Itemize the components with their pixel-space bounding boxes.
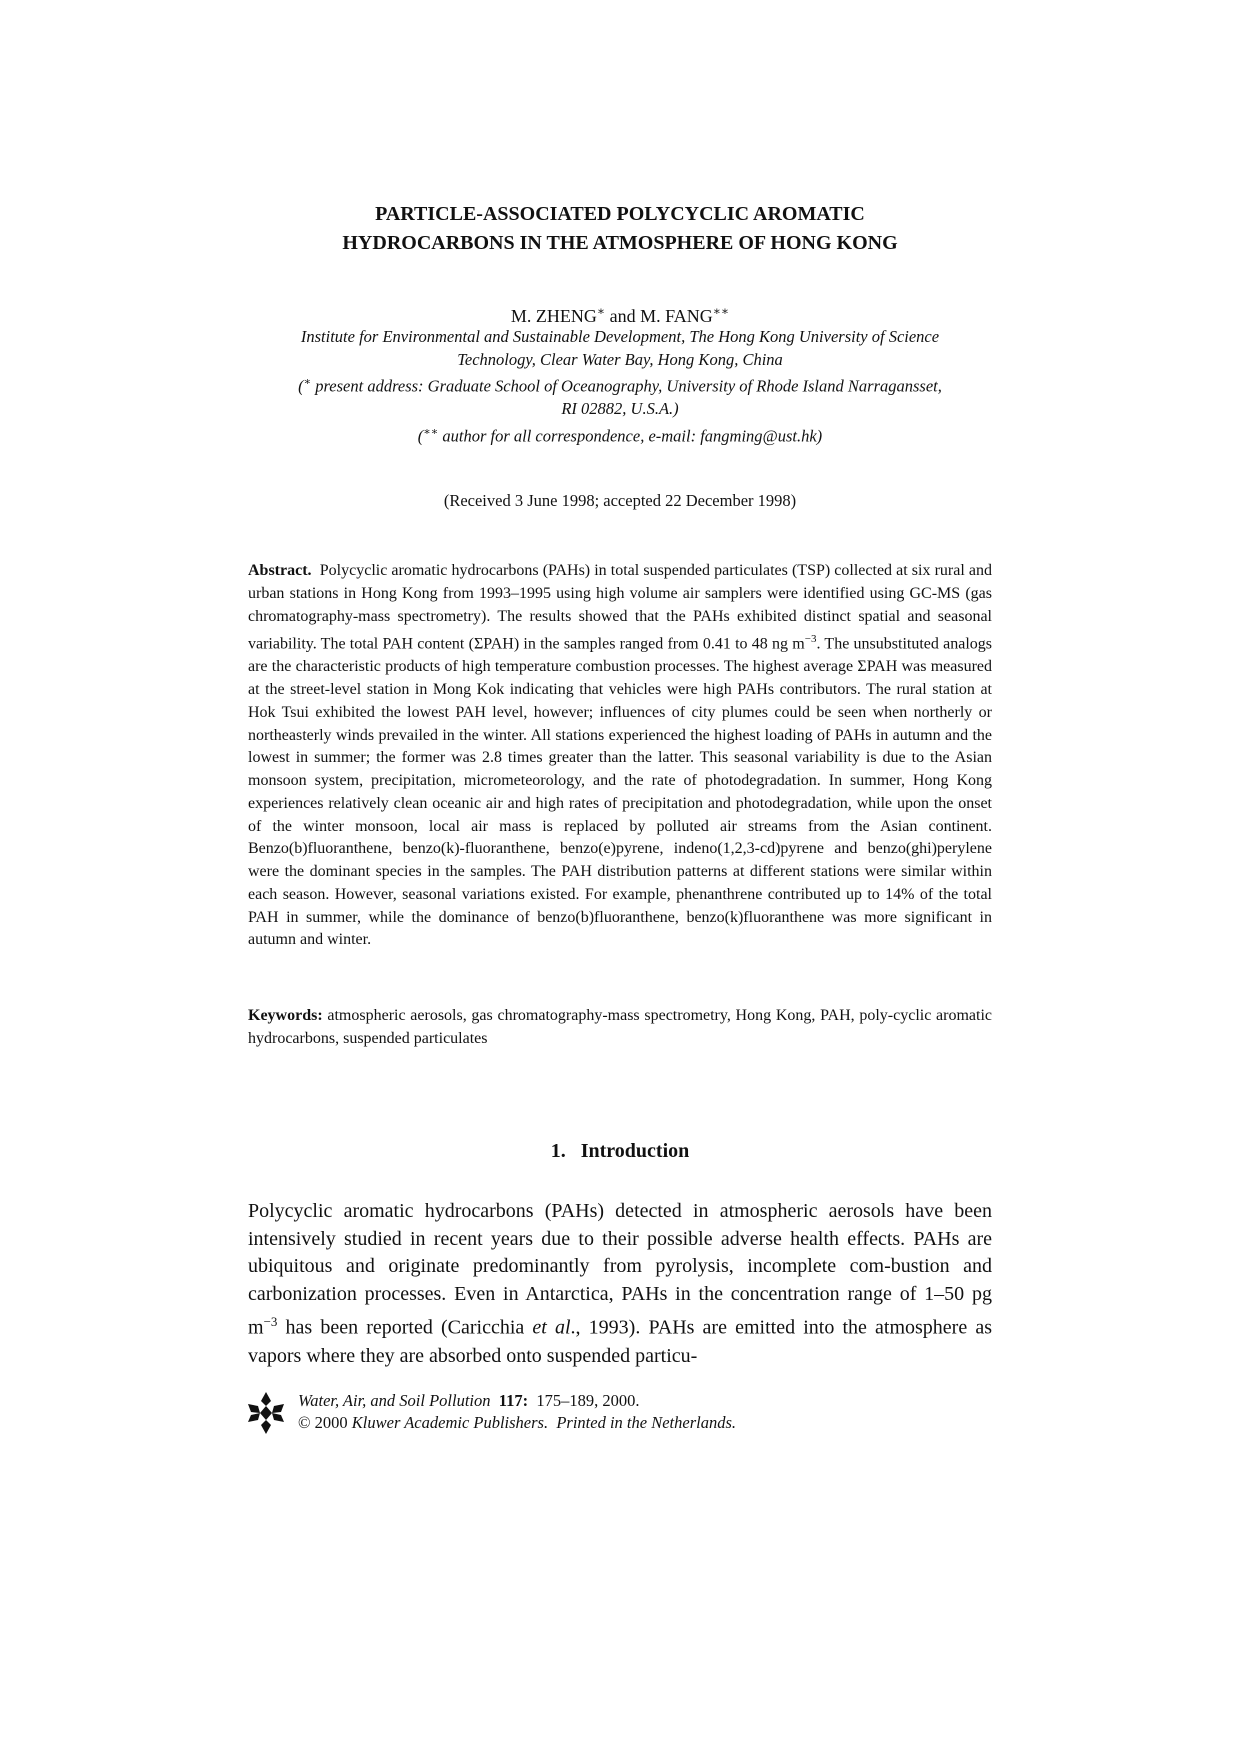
keywords-text: atmospheric aerosols, gas chromatography-mass spectrometry, Hong Kong, PAH, poly-cyclic aromatic hydrocarbons, suspended particulates <box>248 1007 993 1047</box>
section-number: 1. <box>550 1140 566 1162</box>
author-2-mark: ∗∗ <box>712 304 730 318</box>
abstract-text-2: . The unsubstituted analogs are the characteristic products of high temperature combustion processes. The highest average ΣPAH was measured at the street-level station in Mong Kok indicating that vehicles were high PAHs contributors. The rural station at Hok Tsui exhibited the lowest PAH level, however; influences of city plumes could be seen when northerly or northeasterly winds prevailed in the winter. All stations experienced the highest loading of PAHs in autumn and the lowest in summer; the former was 2.8 times greater than the latter. This seasonal variability is due to the Asian monsoon system, precipitation, micrometeorology, and the rate of photodegradation. In summer, Hong Kong experiences relatively clean oceanic air and high rates of precipitation and photodegradation, while upon the onset of the winter monsoon, local air mass is replaced by polluted air streams from the Asian continent. Benzo(b)fluoranthene, benzo(k)-fluoranthene, benzo(e)pyrene, indeno(1,2,3-cd)pyrene and benzo(ghi)perylene were the dominant species in the samples. The PAH distribution patterns at different stations were similar within each season. However, seasonal variations existed. For example, phenanthrene contributed up to 14% of the total PAH in summer, while the dominance of benzo(b)fluoranthene, benzo(k)fluoranthene was more significant in autumn and winter. <box>248 635 993 949</box>
author-1-mark: ∗ <box>596 304 606 318</box>
citation-et-al: et al <box>532 1317 571 1340</box>
affiliation <box>248 326 992 448</box>
author-list <box>248 300 992 327</box>
citation-line <box>298 1390 736 1412</box>
affiliation-line-1: Institute for Environmental and Sustainable Development, The Hong Kong University of Science <box>300 327 940 346</box>
present-address-line-1: (∗ present address: Graduate School of Oceanography, University of Rhode Island Narragansset, <box>298 376 942 396</box>
correspondence-line: (∗∗ author for all correspondence, e-mail: fangming@ust.hk) <box>417 425 823 445</box>
title-line-2: HYDROCARBONS IN THE ATMOSPHERE OF HONG KONG <box>342 232 898 254</box>
copyright: © 2000 <box>298 1413 348 1432</box>
author-conjunction: and <box>605 306 641 326</box>
footer-text <box>298 1390 736 1434</box>
publisher-logo-icon <box>248 1392 284 1434</box>
intro-superscript: −3 <box>263 1314 278 1330</box>
affiliation-line-2: Technology, Clear Water Bay, Hong Kong, China <box>457 349 783 369</box>
abstract-superscript: −3 <box>804 633 817 646</box>
author-1: M. ZHENG <box>510 306 597 326</box>
abstract-label: Abstract. <box>248 562 312 579</box>
author-2: M. FANG <box>640 306 713 326</box>
section-title: Introduction <box>580 1140 690 1162</box>
journal-name: Water, Air, and Soil Pollution <box>298 1391 491 1410</box>
keywords <box>248 1005 992 1051</box>
section-heading <box>248 1138 992 1164</box>
title-line-1: PARTICLE-ASSOCIATED POLYCYCLIC AROMATIC <box>375 203 865 225</box>
volume: 117: <box>498 1391 529 1410</box>
pages: 175–189, 2000. <box>536 1391 640 1410</box>
present-address-line-2: RI 02882, U.S.A.) <box>561 399 679 418</box>
abstract <box>248 560 992 952</box>
received-dates: (Received 3 June 1998; accepted 22 December 1998) <box>443 491 797 510</box>
copyright-line <box>298 1412 736 1434</box>
keywords-label: Keywords: <box>248 1007 323 1024</box>
publisher: Kluwer Academic Publishers. Printed in the Netherlands. <box>351 1413 736 1432</box>
abstract-text-1: Polycyclic aromatic hydrocarbons (PAHs) in total suspended particulates (TSP) collected at six rural and urban stations in Hong Kong from 1993–1995 using high volume air samplers were identified using GC-MS (gas chromatography-mass spectrometry). The results showed that the PAHs exhibited distinct spatial and seasonal variability. The total PAH content (ΣPAH) in the samples ranged from 0.41 to 48 ng m <box>248 562 993 653</box>
introduction-paragraph: Polycyclic aromatic hydrocarbons (PAHs) detected in atmospheric aerosols have been intensively studied in recent years due to their possible adverse health effects. PAHs are ubiquitous and originate predominantly from pyrolysis, incomplete com-bustion and carbonization processes. Even in Antarctica, PAHs in the concentration range of 1–50 pg $m^{-3}$ has been reported (Caricchia et al., 1993). PAHs are emitted into the atmosphere as vapors where they are absorbed onto suspended particu- <box>248 1200 992 1367</box>
paper-title <box>248 200 992 258</box>
